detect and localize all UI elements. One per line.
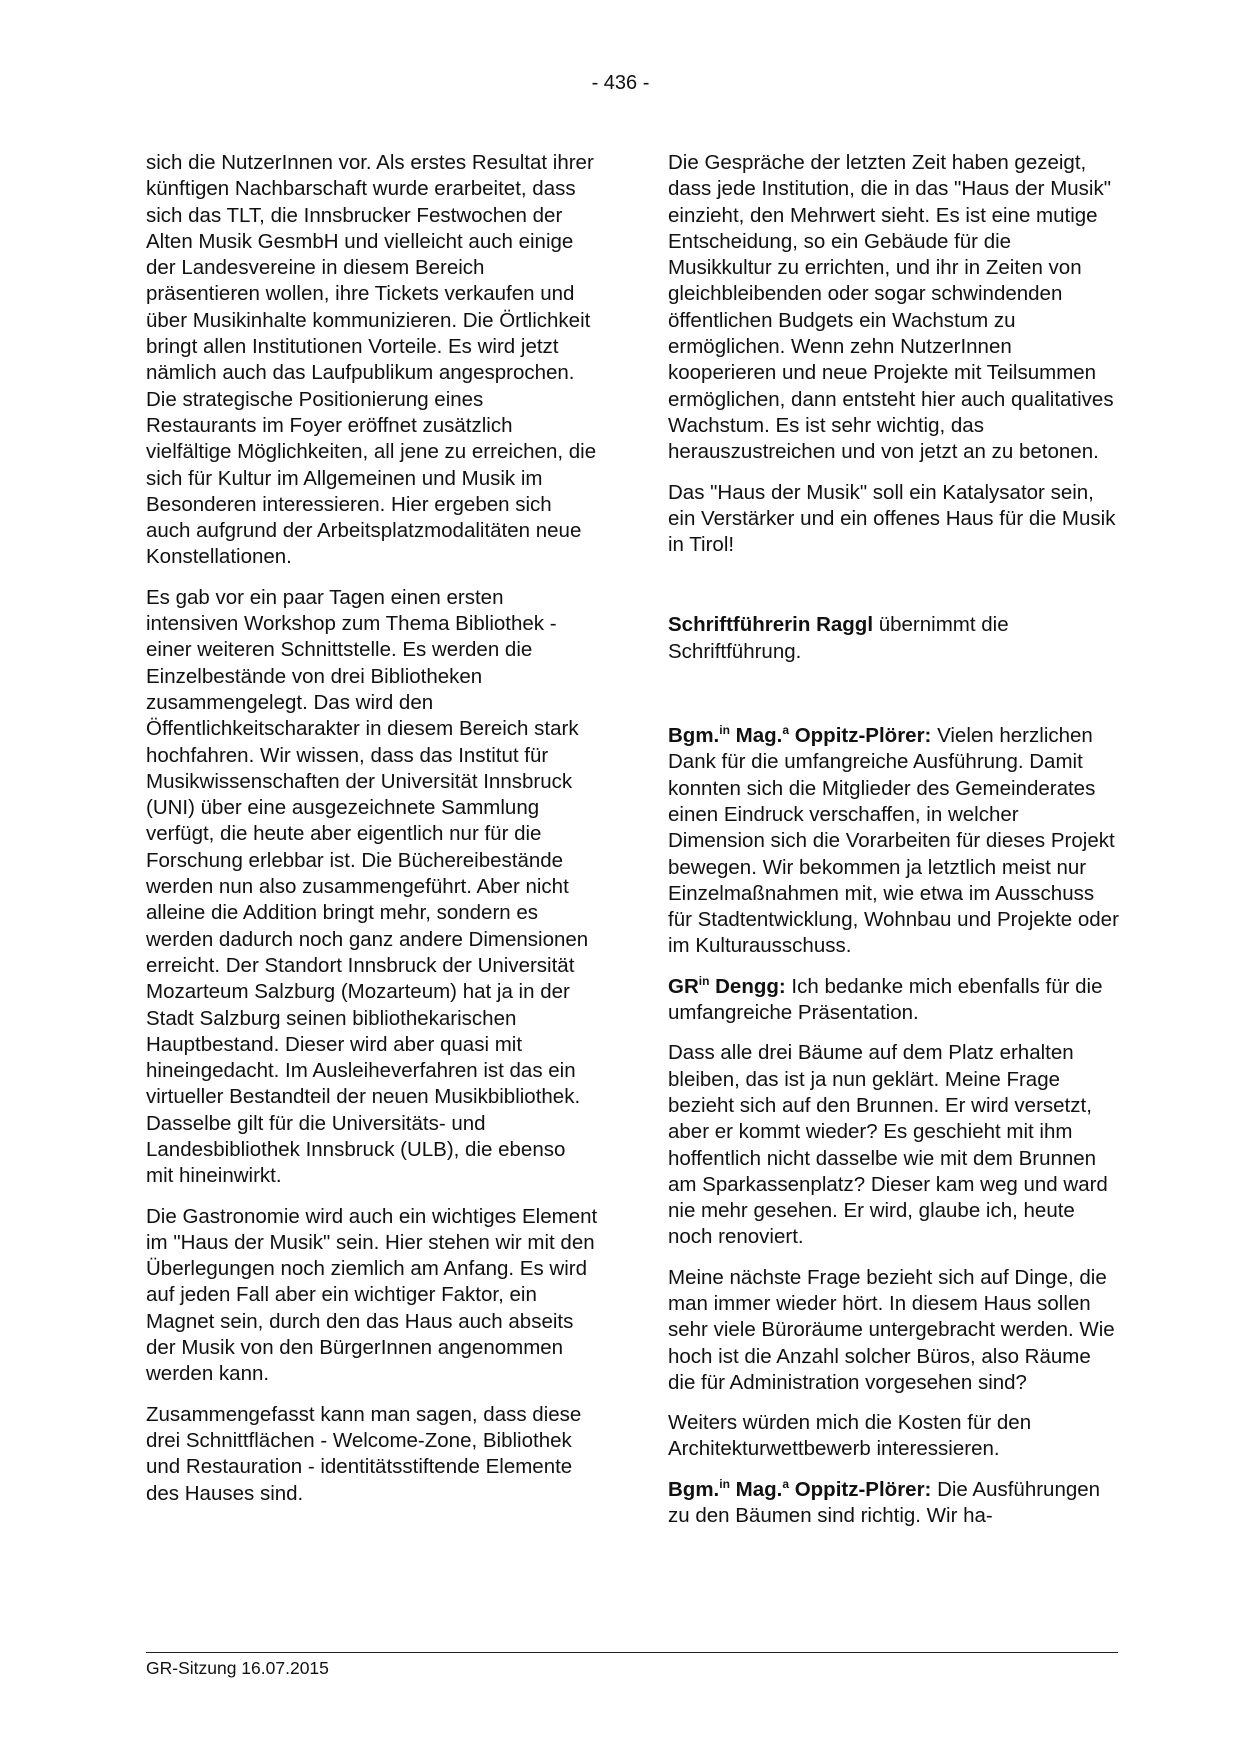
speech-text: Ich bedanke mich ebenfalls für die umfangreiche Präsentation. [668,974,1103,1025]
page-number: - 436 - [591,72,650,94]
speaker-paragraph [668,612,1120,665]
speaker-paragraph [668,723,1120,960]
speaker-name: Bgm.$^{in}$ Mag.$^a$ Oppitz-Plörer: [668,723,932,748]
speech-text: Die Ausführungen zu den Bäumen sind richtig. Wir ha- [668,1477,1101,1528]
paragraph: Weiters würden mich die Kosten für den Architekturwettbewerb interessieren. [668,1411,1032,1461]
paragraph: sich die NutzerInnen vor. Als erstes Resultat ihrer künftigen Nachbarschaft wurde erarbeitet, dass sich das TLT, die Innsbrucker Festwochen der Alten Musik GesmbH und vielleicht auch einige der Landesvereine in diesem Bereich präsentieren wollen, ihre Tickets verkaufen und über Musikinhalte kommunizieren. Die Örtlichkeit bringt allen Institutionen Vorteile. Es wird jetzt nämlich auch das Laufpublikum angesprochen. Die strategische Positionierung eines Restaurants im Foyer eröffnet zusätzlich vielfältige Möglichkeiten, all jene zu erreichen, die sich für Kultur im Allgemeinen und Musik im Besonderen interessieren. Hier ergeben sich auch aufgrund der Arbeitsplatzmodalitäten neue Konstellationen. [146,151,597,569]
paragraph: Die Gastronomie wird auch ein wichtiges Element im "Haus der Musik" sein. Hier stehen wir mit den Überlegungen noch ziemlich am Anfang. Es wird auf jeden Fall aber ein wichtiger Faktor, ein Magnet sein, durch den das Haus auch abseits der Musik von den BürgerInnen angenommen werden kann. [146,1204,598,1386]
speech-text: Vielen herzlichen Dank für die umfangreiche Ausführung. Damit konnten sich die Mitglieder des Gemeinderates einen Eindruck verschaffen, in welcher Dimension sich die Vorarbeiten für dieses Projekt bewegen. Wir bekommen ja letztlich meist nur Einzelmaßnahmen mit, wie etwa im Ausschuss für Stadtentwicklung, Wohnbau und Projekte oder im Kulturausschuss. [668,724,1119,958]
speaker-name: Schriftführerin Raggl [668,613,874,637]
paragraph: Meine nächste Frage bezieht sich auf Dinge, die man immer wieder hört. In diesem Haus sollen sehr viele Büroräume untergebracht werden. Wie hoch ist die Anzahl solcher Büros, also Räume die für Administration vorgesehen sind? [668,1265,1115,1394]
left-column [146,150,598,1521]
footer-divider [146,1652,1118,1653]
speaker-paragraph [668,1477,1120,1530]
speech-text: übernimmt die Schriftführung. [668,613,1009,663]
paragraph: Das "Haus der Musik" soll ein Katalysator sein, ein Verstärker und ein offenes Haus für die Musik in Tirol! [668,480,1116,557]
paragraph: Die Gespräche der letzten Zeit haben gezeigt, dass jede Institution, die in das "Haus der Musik" einzieht, den Mehrwert sieht. Es ist eine mutige Entscheidung, so ein Gebäude für die Musikkultur zu errichten, und ihr in Zeiten von gleichbleibenden oder sogar schwindenden öffentlichen Budgets ein Wachstum zu ermöglichen. Wenn zehn NutzerInnen kooperieren und neue Projekte mit Teilsummen ermöglichen, dann entsteht hier auch qualitatives Wachstum. Es ist sehr wichtig, das herauszustreichen und von jetzt an zu betonen. [668,151,1114,464]
paragraph: Dass alle drei Bäume auf dem Platz erhalten bleiben, das ist ja nun geklärt. Meine Frage bezieht sich auf den Brunnen. Er wird versetzt, aber er kommt wieder? Es geschieht mit ihm hoffentlich nicht dasselbe wie mit dem Brunnen am Sparkassenplatz? Dieser kam weg und ward nie mehr gesehen. Er wird, glaube ich, heute noch renoviert. [668,1041,1108,1249]
paragraph: Zusammengefasst kann man sagen, dass diese drei Schnittflächen - Welcome-Zone, Bibliothek und Restauration - identitätsstiftende Elemente des Hauses sind. [146,1402,582,1505]
right-column [668,150,1120,1543]
paragraph: Es gab vor ein paar Tagen einen ersten intensiven Workshop zum Thema Bibliothek - einer weiteren Schnittstelle. Es werden die Einzelbestände von drei Bibliotheken zusammengelegt. Das wird den Öffentlichkeitscharakter in diesem Bereich stark hochfahren. Wir wissen, dass das Institut für Musikwissenschaften der Universität Innsbruck (UNI) über eine ausgezeichnete Sammlung verfügt, die heute aber eigentlich nur für die Forschung erlebbar ist. Die Büchereibestände werden nun also zusammengeführt. Aber nicht alleine die Addition bringt mehr, sondern es werden dadurch noch ganz andere Dimensionen erreicht. Der Standort Innsbruck der Universität Mozarteum Salzburg (Mozarteum) hat ja in der Stadt Salzburg seinen bibliothekarischen Hauptbestand. Dieser wird aber quasi mit hineingedacht. Im Ausleiheverfahren ist das ein virtueller Bestandteil der neuen Musikbibliothek. Dasselbe gilt für die Universitäts- und Landesbibliothek Innsbruck (ULB), die ebenso mit hineinwirkt. [146,585,589,1188]
footer-text: GR-Sitzung 16.07.2015 [146,1658,329,1678]
speaker-name: $GR^{in}$ Dengg: [668,973,786,998]
speaker-name: Bgm.$^{in}$ Mag.$^a$ Oppitz-Plörer: [668,1476,932,1501]
speaker-paragraph [668,974,1120,1027]
